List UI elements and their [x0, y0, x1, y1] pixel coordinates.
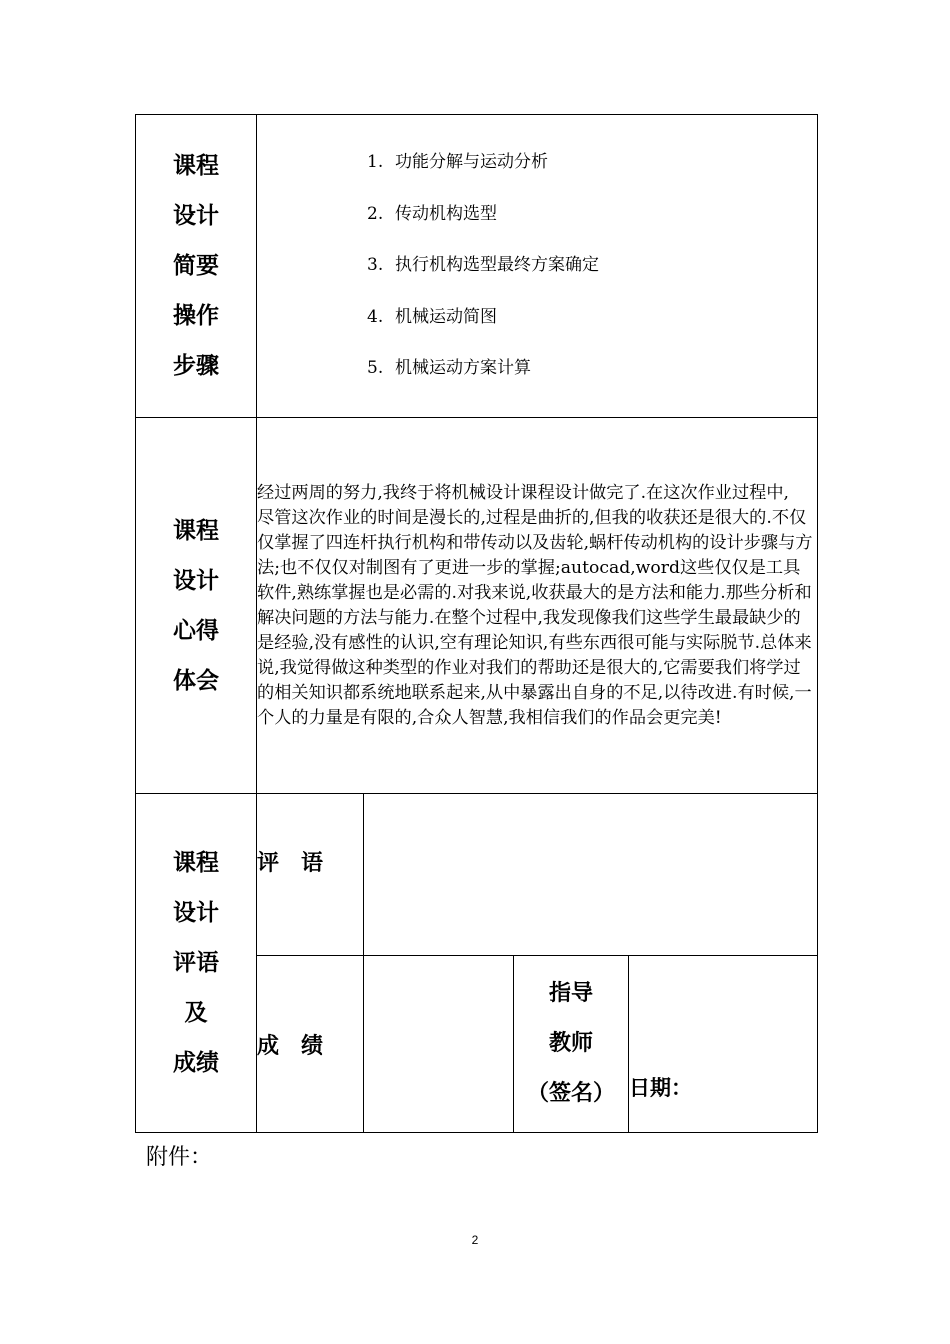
step-number: 2. — [367, 203, 384, 224]
step-text: 机械运动方案计算 — [395, 358, 531, 379]
evaluation-label-line: 课程 — [173, 850, 219, 876]
teacher-label-line: 指导 — [548, 981, 593, 1006]
step-item — [367, 137, 817, 189]
reflection-label-line: 课程 — [173, 517, 219, 544]
grade-label: 成 绩 — [257, 956, 364, 1133]
step-item — [367, 292, 817, 344]
step-number: 1. — [367, 152, 384, 173]
steps-label-line: 步骤 — [173, 353, 219, 379]
teacher-label-line: （签名） — [526, 1081, 615, 1106]
step-item — [367, 343, 817, 395]
steps-content-cell — [257, 115, 818, 418]
evaluation-label-cell — [136, 794, 257, 1133]
date-field[interactable] — [629, 956, 818, 1133]
step-text: 功能分解与运动分析 — [395, 152, 548, 173]
reflection-label-cell — [136, 418, 257, 794]
evaluation-label-line: 设计 — [173, 900, 219, 926]
steps-list — [257, 137, 817, 395]
teacher-label-line: 教师 — [548, 1031, 593, 1056]
step-item — [367, 189, 817, 241]
comment-label: 评 语 — [257, 794, 364, 956]
reflection-row — [136, 418, 818, 794]
step-number: 5. — [367, 358, 384, 379]
reflection-content-cell — [257, 418, 818, 794]
steps-row — [136, 115, 818, 418]
attachment-label: 附件： — [146, 1145, 213, 1170]
reflection-paragraph: 经过两周的努力,我终于将机械设计课程设计做完了.在这次作业过程中, — [257, 482, 790, 503]
reflection-label-line: 体会 — [173, 667, 219, 694]
steps-label-line: 操作 — [173, 303, 219, 329]
reflection-label-line: 设计 — [173, 567, 219, 594]
step-number: 4. — [367, 306, 384, 327]
evaluation-label-line: 评语 — [173, 950, 219, 976]
step-number: 3. — [367, 255, 384, 276]
evaluation-label-line: 及 — [184, 1000, 208, 1026]
page-number: 2 — [471, 1233, 479, 1247]
date-label: 日期： — [629, 1076, 692, 1100]
teacher-signature-label — [514, 956, 629, 1133]
step-item — [367, 240, 817, 292]
steps-label-line: 设计 — [173, 203, 219, 229]
reflection-label-line: 心得 — [173, 617, 219, 644]
steps-label-cell — [136, 115, 257, 418]
comment-field[interactable] — [364, 794, 818, 956]
comment-row — [136, 794, 818, 956]
steps-label-line: 课程 — [173, 153, 219, 179]
step-text: 传动机构选型 — [395, 203, 497, 224]
grade-field[interactable] — [364, 956, 514, 1133]
course-design-form-table — [135, 114, 818, 1133]
step-text: 执行机构选型最终方案确定 — [395, 255, 599, 276]
evaluation-label-line: 成绩 — [173, 1050, 219, 1076]
reflection-paragraph: 尽管这次作业的时间是漫长的,过程是曲折的,但我的收获还是很大的.不仅仅掌握了四连杆执行机构和带传动以及齿轮,蜗杆传动机构的设计步骤与方法;也不仅仅对制图有了更进一步的掌握;autocad,word这些仅仅是工具软件,熟练掌握也是必需的.对我来说,收获最大的是方法和能力.那些分析和解决问题的方法与能力.在整个过程中,我发现像我们这些学生最最缺少的是经验,没有感性的认识,空有理论知识,有些东西很可能与实际脱节.总体来说,我觉得做这种类型的作业对我们的帮助还是很大的,它需要我们将学过的相关知识都系统地联系起来,从中暴露出自身的不足,以待改进.有时候,一个人的力量是有限的,合众人智慧,我相信我们的作品会更完美! — [257, 507, 813, 728]
step-text: 机械运动简图 — [395, 306, 497, 327]
steps-label-line: 简要 — [173, 253, 219, 279]
